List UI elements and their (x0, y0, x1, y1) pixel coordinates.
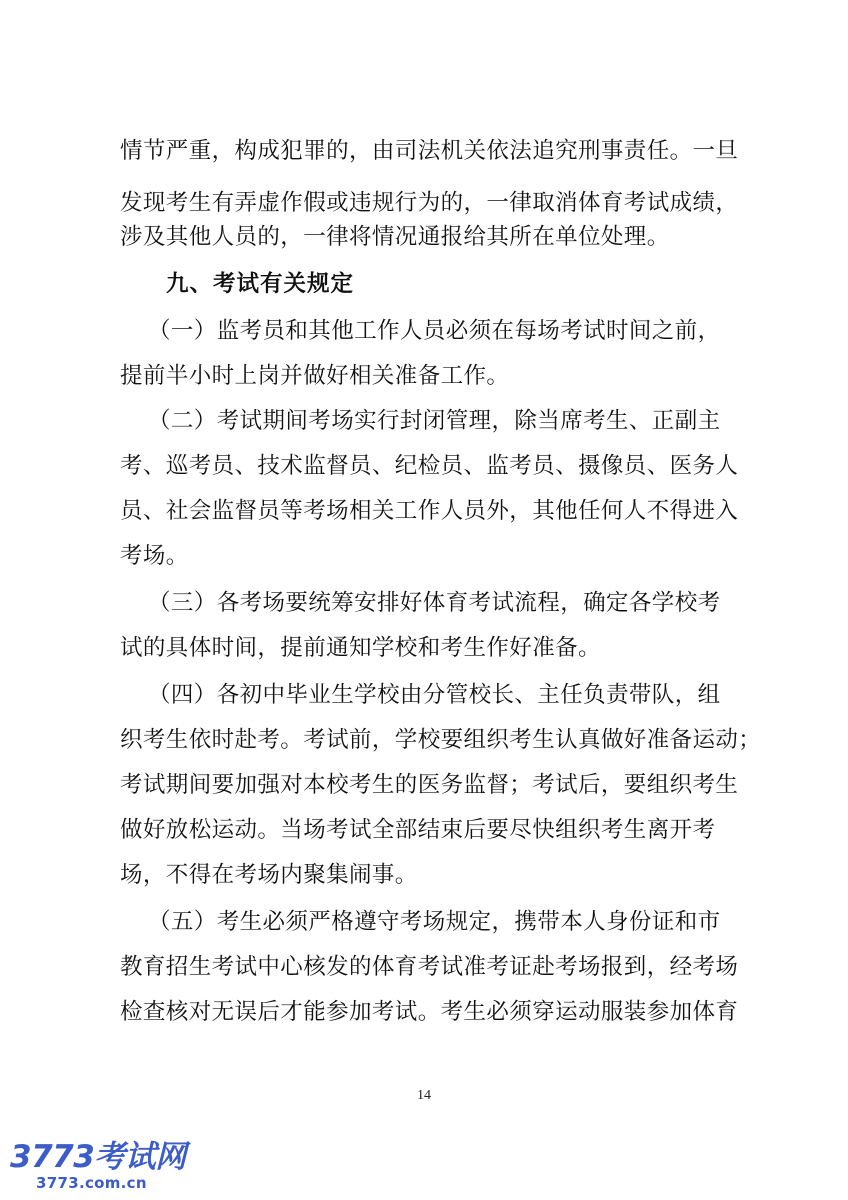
body-line: （四）各初中毕业生学校由分管校长、主任负责带队，组 (148, 682, 721, 708)
section-heading: 九、考试有关规定 (166, 271, 355, 297)
body-line: （二）考试期间考场实行封闭管理，除当席考生、正副主 (148, 408, 721, 434)
body-line: 员、社会监督员等考场相关工作人员外，其他任何人不得进入 (120, 498, 739, 524)
watermark-logo-text: 3773考试网 (10, 1139, 186, 1175)
body-line: 场，不得在考场内聚集闹事。 (120, 862, 418, 888)
body-line: 发现考生有弄虚作假或违规行为的，一律取消体育考试成绩， (120, 190, 739, 216)
body-line: 教育招生考试中心核发的体育考试准考证赴考场报到，经考场 (120, 954, 739, 980)
body-line: 做好放松运动。当场考试全部结束后要尽快组织考生离开考 (120, 817, 716, 843)
body-line: 考场。 (120, 543, 189, 569)
body-line: （三）各考场要统筹安排好体育考试流程，确定各学校考 (148, 590, 721, 616)
body-line: 织考生依时赴考。考试前，学校要组织考生认真做好准备运动； (120, 727, 762, 753)
body-line: 考、巡考员、技术监督员、纪检员、监考员、摄像员、医务人 (120, 453, 739, 479)
body-line: 考试期间要加强对本校考生的医务监督；考试后，要组织考生 (120, 772, 739, 798)
watermark-url-text: 3773.com.cn (36, 1174, 147, 1192)
body-line: （一）监考员和其他工作人员必须在每场考试时间之前， (148, 318, 721, 344)
body-line: 涉及其他人员的，一律将情况通报给其所在单位处理。 (120, 224, 670, 250)
body-line: 检查核对无误后才能参加考试。考生必须穿运动服装参加体育 (120, 999, 739, 1025)
body-line: （五）考生必须严格遵守考场规定，携带本人身份证和市 (148, 909, 721, 935)
body-line: 试的具体时间，提前通知学校和考生作好准备。 (120, 635, 601, 661)
site-watermark-logo (10, 1140, 210, 1196)
body-line: 情节严重，构成犯罪的，由司法机关依法追究刑事责任。一旦 (120, 138, 739, 164)
page-number: 14 (417, 1088, 431, 1103)
body-line: 提前半小时上岗并做好相关准备工作。 (120, 363, 510, 389)
